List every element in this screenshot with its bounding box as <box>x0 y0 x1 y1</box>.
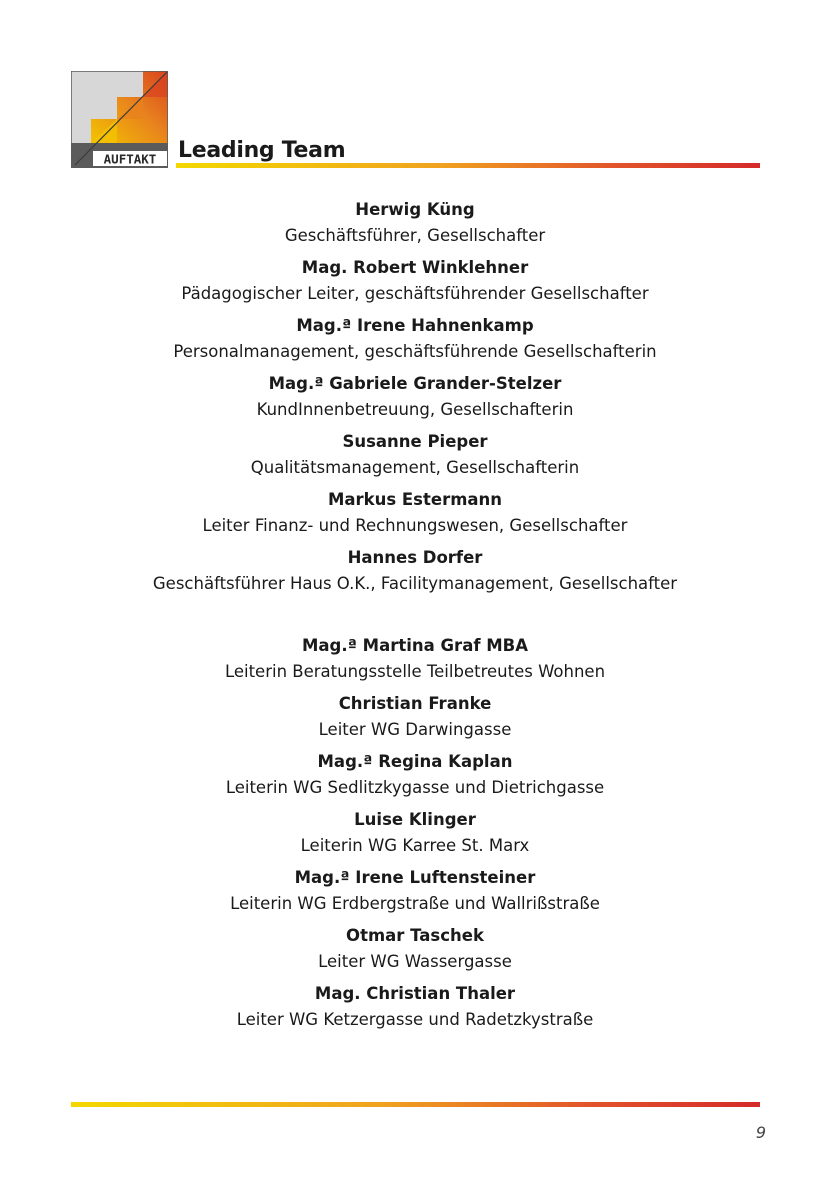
team-member <box>0 371 830 429</box>
member-role: Qualitätsmanagement, Gesellschafterin <box>250 458 580 477</box>
unit-leaders-list <box>0 633 830 1039</box>
team-member <box>0 429 830 487</box>
member-name: Mag.ª Irene Hahnenkamp <box>296 316 534 335</box>
member-name: Markus Estermann <box>327 490 503 509</box>
team-member <box>0 197 830 255</box>
team-member <box>0 981 830 1039</box>
section-title: Leading Team <box>178 138 346 163</box>
team-member <box>0 691 830 749</box>
member-role: Leiterin WG Erdbergstraße und Wallrißstraße <box>230 894 600 913</box>
team-member <box>0 313 830 371</box>
auftakt-logo <box>71 71 168 168</box>
member-name: Mag.ª Martina Graf MBA <box>301 636 529 655</box>
leadership-list <box>0 197 830 603</box>
member-role: Leiter WG Wassergasse <box>318 952 512 971</box>
team-member <box>0 633 830 691</box>
page-number: 9 <box>755 1123 766 1142</box>
team-member <box>0 749 830 807</box>
member-role: Geschäftsführer Haus O.K., Facilitymanagement, Gesellschafter <box>152 574 678 593</box>
member-name: Mag.ª Regina Kaplan <box>317 752 513 771</box>
member-name: Hannes Dorfer <box>347 548 483 567</box>
member-name: Herwig Küng <box>355 200 475 219</box>
member-role: Geschäftsführer, Gesellschafter <box>284 226 546 245</box>
member-role: Personalmanagement, geschäftsführende Gesellschafterin <box>173 342 657 361</box>
member-role: Leiter WG Darwingasse <box>318 720 512 739</box>
team-member <box>0 545 830 603</box>
member-name: Mag.ª Gabriele Grander-Stelzer <box>268 374 562 393</box>
member-name: Susanne Pieper <box>342 432 488 451</box>
member-role: Leiterin Beratungsstelle Teilbetreutes Wohnen <box>224 662 606 681</box>
member-role: Leiterin WG Sedlitzkygasse und Dietrichgasse <box>225 778 605 797</box>
member-role: Leiter Finanz- und Rechnungswesen, Gesellschafter <box>202 516 628 535</box>
team-member <box>0 865 830 923</box>
member-role: Pädagogischer Leiter, geschäftsführender Gesellschafter <box>181 284 649 303</box>
footer-rule <box>71 1102 760 1107</box>
member-name: Luise Klinger <box>354 810 476 829</box>
logo-text: AUFTAKT <box>103 151 157 167</box>
member-role: Leiterin WG Karree St. Marx <box>300 836 530 855</box>
member-role: Leiter WG Ketzergasse und Radetzkystraße <box>236 1010 594 1029</box>
member-name: Christian Franke <box>338 694 492 713</box>
member-name: Mag.ª Irene Luftensteiner <box>294 868 536 887</box>
member-role: KundInnenbetreuung, Gesellschafterin <box>256 400 574 419</box>
team-member <box>0 923 830 981</box>
member-name: Mag. Christian Thaler <box>314 984 516 1003</box>
team-member <box>0 255 830 313</box>
title-underline <box>176 163 760 168</box>
team-member <box>0 807 830 865</box>
member-name: Mag. Robert Winklehner <box>301 258 529 277</box>
team-member <box>0 487 830 545</box>
member-name: Otmar Taschek <box>346 926 484 945</box>
